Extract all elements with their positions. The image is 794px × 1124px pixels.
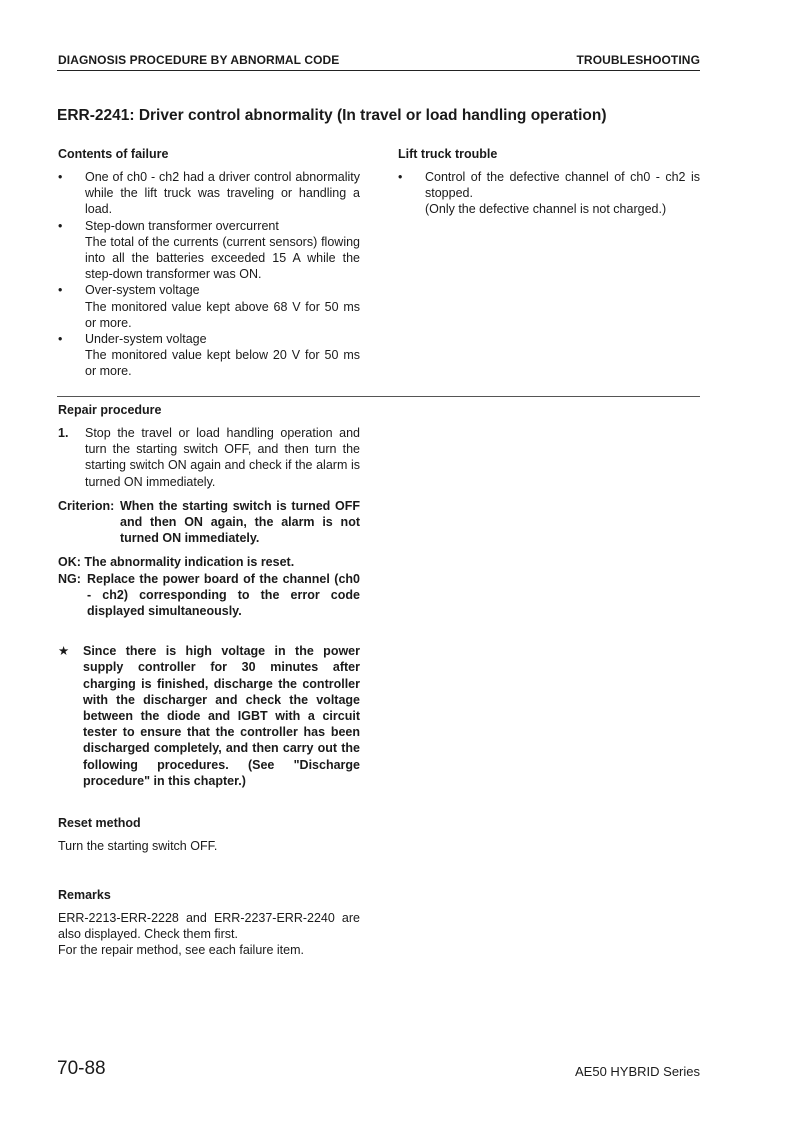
criterion-text: When the starting switch is turned OFF and then ON again, the alarm is not turned ON immediately. xyxy=(120,498,360,546)
bullet: • xyxy=(58,170,63,184)
trouble-item: • Control of the defective channel of ch0 - ch2 is stopped. (Only the defective channel is not charged.) xyxy=(398,170,700,217)
ok-text: The abnormality indication is reset. xyxy=(84,555,295,570)
lift-truck-trouble-section xyxy=(398,147,700,218)
ok-result xyxy=(58,554,360,570)
ng-text: Replace the power board of the channel (ch0 - ch2) corresponding to the error code displayed simultaneously. xyxy=(87,571,360,619)
repair-procedure-section xyxy=(58,403,360,789)
failure-item: • Step-down transformer overcurrent The total of the currents (current sensors) flowing into all the batteries exceeded 15 A while the step-down transformer was ON. xyxy=(58,218,360,282)
contents-of-failure-section xyxy=(58,147,360,380)
ok-label: OK: xyxy=(58,555,81,570)
bullet: • xyxy=(58,332,63,347)
failure-item: • Under-system voltage The monitored value kept below 20 V for 50 ms or more. xyxy=(58,332,360,379)
reset-method-heading: Reset method xyxy=(58,816,141,830)
step-text: Stop the travel or load handling operation and turn the starting switch OFF, and then turn the starting switch ON again and check if the alarm is turned ON immediately. xyxy=(85,426,360,489)
criterion-label: Criterion: xyxy=(58,498,115,513)
failure-list xyxy=(58,169,360,380)
contents-of-failure-heading: Contents of failure xyxy=(58,147,169,161)
bullet: • xyxy=(398,170,403,184)
reset-method-section xyxy=(58,816,360,854)
remarks-line: ERR-2213-ERR-2228 and ERR-2237-ERR-2240 are also displayed. Check them first. xyxy=(58,911,360,942)
running-header-section: DIAGNOSIS PROCEDURE BY ABNORMAL CODE xyxy=(58,53,340,67)
failure-item: • One of ch0 - ch2 had a driver control abnormality while the lift truck was traveling or handling a load. xyxy=(58,170,360,217)
safety-note-text: Since there is high voltage in the power supply controller for 30 minutes after charging is finished, discharge the controller with the discharger and check the voltage between the diode and IGBT with a circuit tester to ensure that the controller has been discharged completely, and then carry out the following procedures. (See "Discharge procedure" in this chapter.) xyxy=(83,644,360,788)
criterion xyxy=(58,498,360,547)
safety-note xyxy=(58,643,360,789)
section-divider xyxy=(57,396,700,397)
failure-item: • Over-system voltage The monitored value kept above 68 V for 50 ms or more. xyxy=(58,283,360,330)
trouble-list xyxy=(398,169,700,218)
running-header-chapter: TROUBLESHOOTING xyxy=(576,53,700,67)
ng-result xyxy=(58,571,360,620)
step-number: 1. xyxy=(58,426,69,440)
bullet: • xyxy=(58,283,63,298)
lift-truck-trouble-heading: Lift truck trouble xyxy=(398,147,498,161)
reset-method-text: Turn the starting switch OFF. xyxy=(58,839,218,853)
page-title: ERR-2241: Driver control abnormality (In travel or load handling operation) xyxy=(57,107,607,124)
bullet: • xyxy=(58,218,63,233)
star-icon: ★ xyxy=(58,644,70,659)
repair-procedure-heading: Repair procedure xyxy=(58,403,162,417)
remarks-heading: Remarks xyxy=(58,888,111,902)
remarks-section xyxy=(58,888,360,959)
repair-step xyxy=(58,425,360,490)
header-divider xyxy=(57,70,700,71)
remarks-line: For the repair method, see each failure item. xyxy=(58,943,304,958)
series-name: AE50 HYBRID Series xyxy=(575,1064,700,1079)
ng-label: NG: xyxy=(58,571,81,586)
page-number: 70-88 xyxy=(57,1058,106,1079)
